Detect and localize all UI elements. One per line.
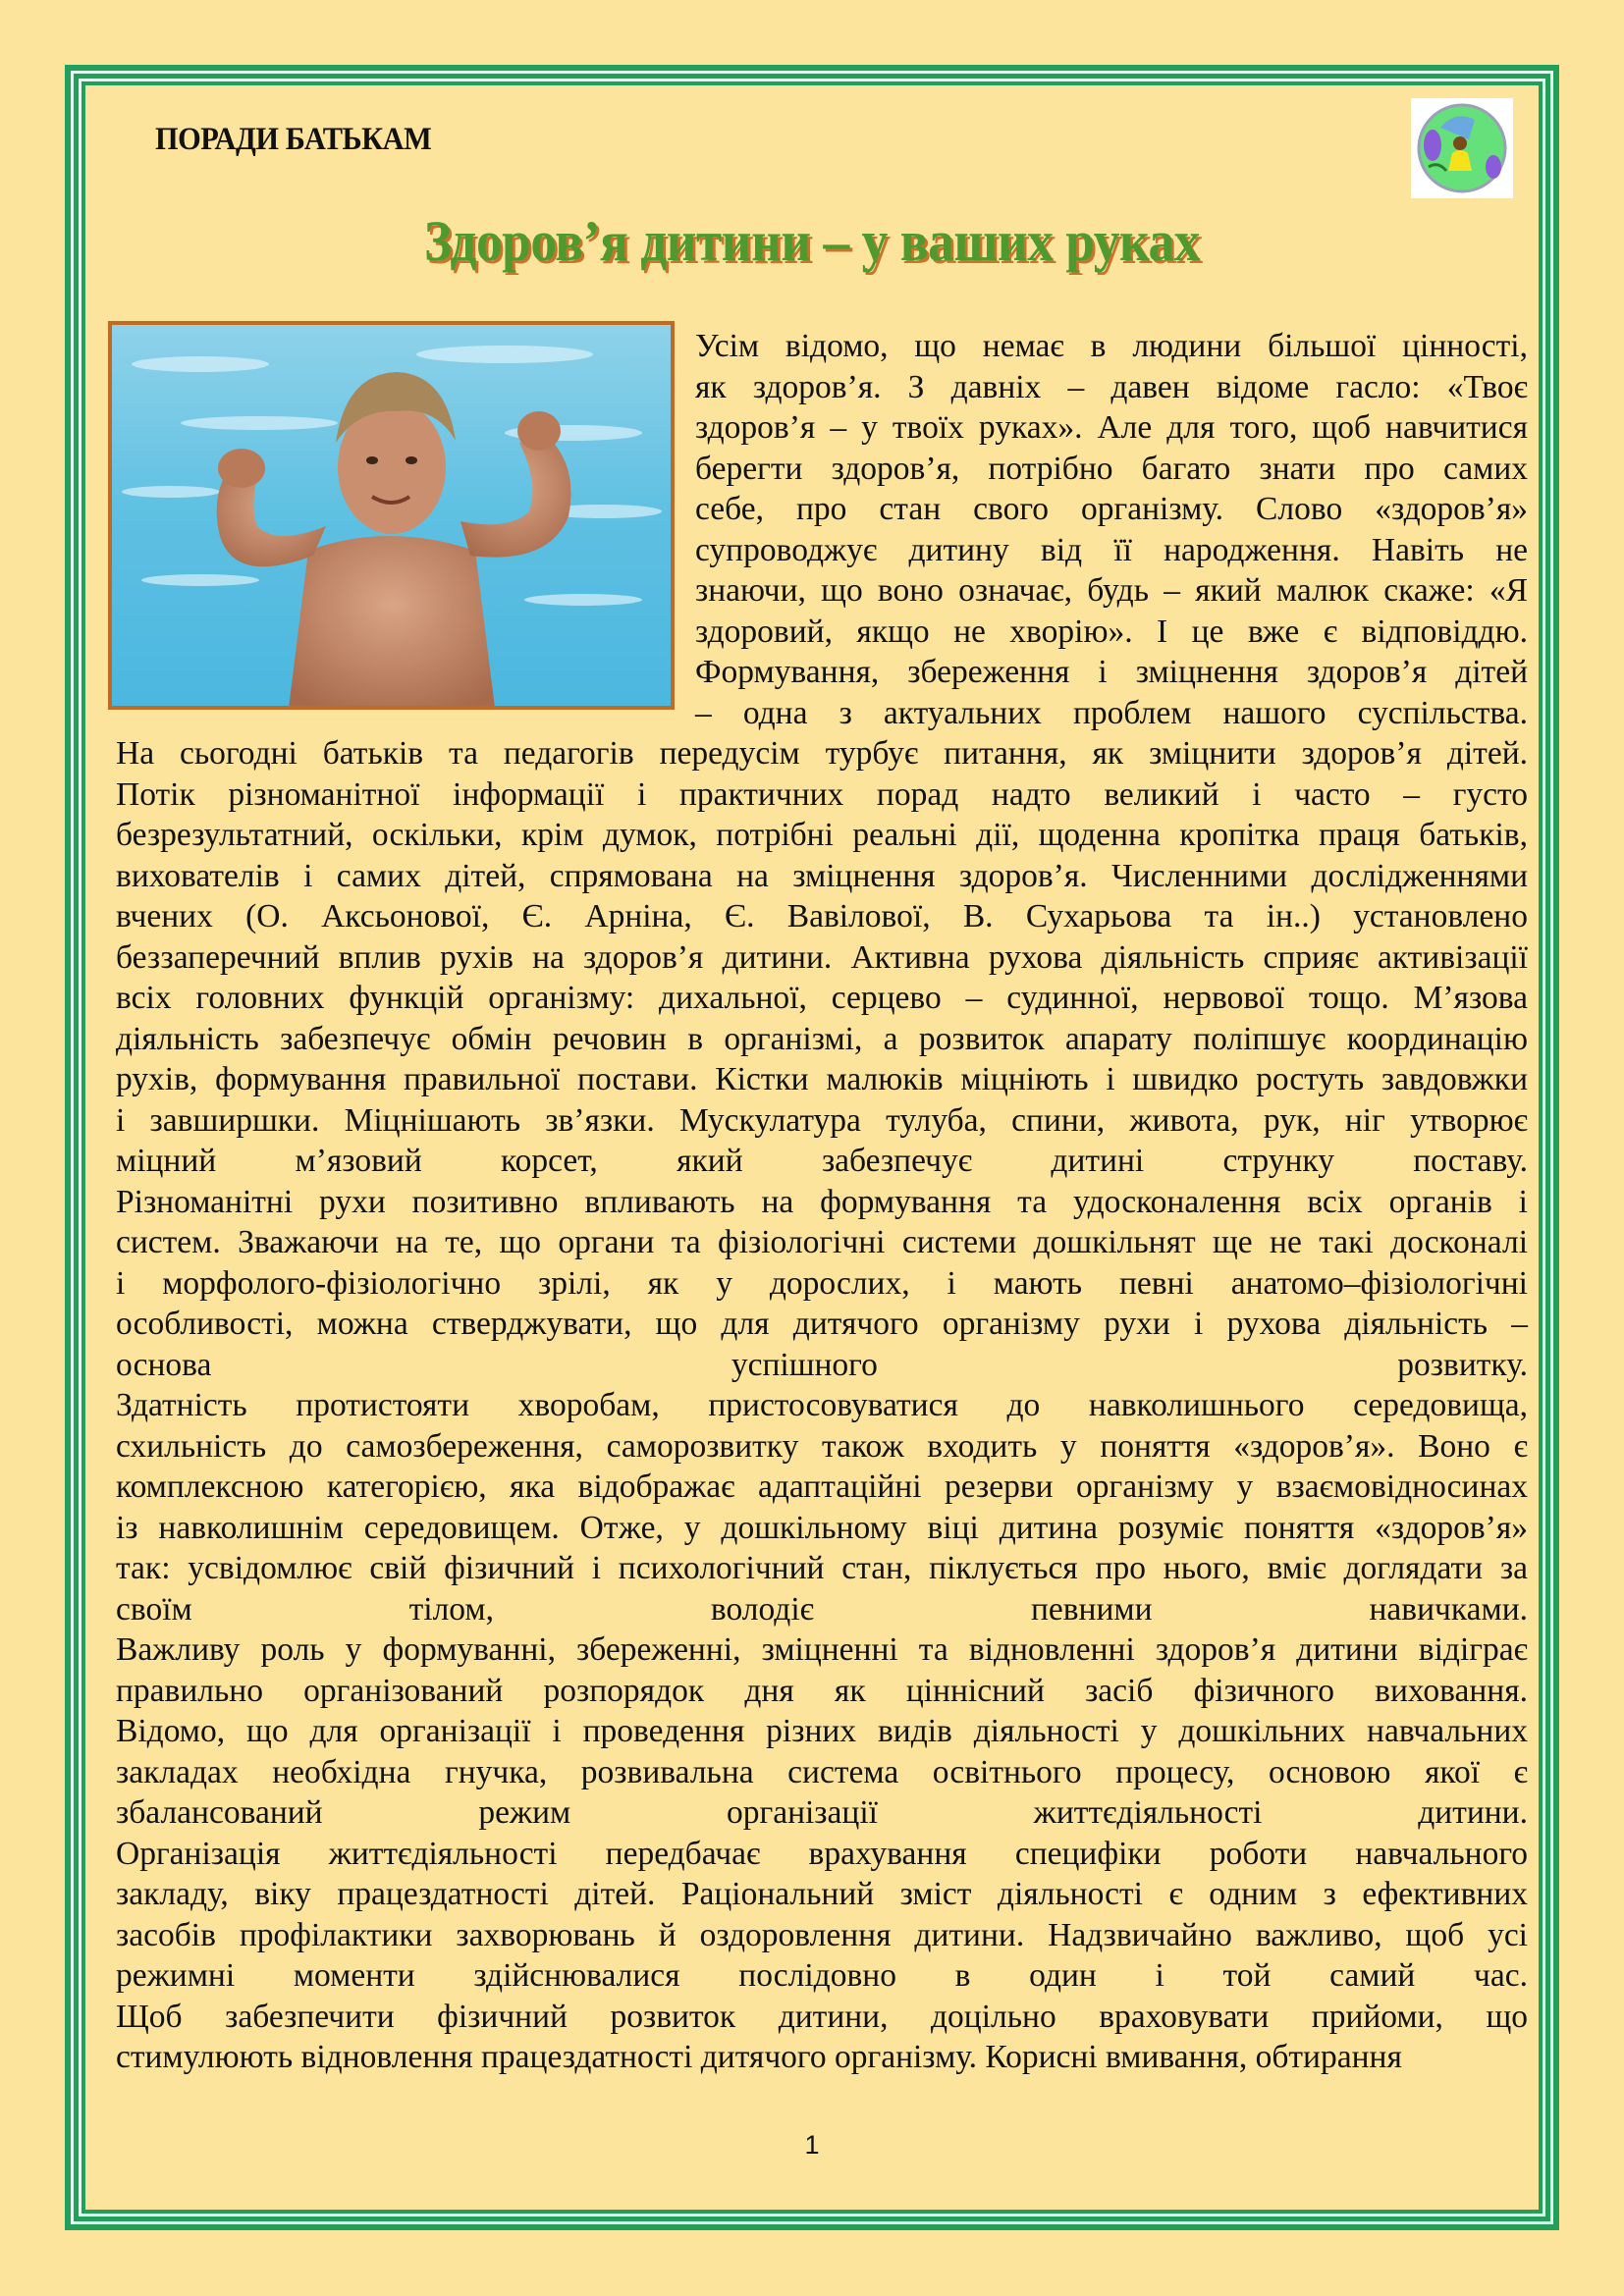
text-line: Різноманітні рухи позитивно впливають на формування та удосконалення всіх органів і <box>116 1183 1528 1220</box>
text-line: і завширшки. Міцнішають зв’язки. Мускулатура тулуба, спини, живота, рук, ніг утворює <box>116 1101 1528 1139</box>
text-line: здоров’я – у твоїх руках». Але для того, щоб навчитися <box>695 409 1528 446</box>
text-line: рухів, формування правильної постави. Кістки малюків міцніють і швидко ростуть завдовжки <box>116 1061 1528 1097</box>
text-line: всіх головних функцій організму: дихальної, серцево – судинної, нервової тощо. М’язова <box>116 980 1528 1016</box>
text-line: знаючи, що воно означає, будь – який малюк скаже: «Я <box>695 572 1528 609</box>
text-line: безрезультатний, оскільки, крім думок, потрібні реальні дії, щоденна кропітка праця батьків, <box>116 817 1528 853</box>
text-line: вчених (О. Аксьонової, Є. Арніна, Є. Вавілової, В. Сухарьова та ін..) установлено <box>116 898 1528 934</box>
text-line: міцний м’язовий корсет, який забезпечує дитині струнку поставу. <box>116 1143 1528 1179</box>
text-line: берегти здоров’я, потрібно багато знати про самих <box>695 450 1528 487</box>
text-line: Організація життєдіяльності передбачає врахування специфіки роботи навчального <box>116 1835 1528 1872</box>
text-line: основа успішного розвитку. <box>116 1346 1528 1383</box>
text-line: і морфолого-фізіологічно зрілі, як у дорослих, і мають певні анатомо–фізіологічні <box>116 1264 1528 1302</box>
text-line: закладах необхідна гнучка, розвивальна система освітнього процесу, основою якої є <box>116 1753 1528 1790</box>
kindergarten-logo-icon <box>1411 98 1513 198</box>
text-line: як здоров’я. З давніх – давен відоме гасло: «Твоє <box>695 368 1528 405</box>
section-label: ПОРАДИ БАТЬКАМ <box>155 122 432 157</box>
body-text <box>116 733 1528 2078</box>
text-line: Важливу роль у формуванні, збереженні, зміцненні та відновленні здоров’я дитини відіграє <box>116 1631 1528 1668</box>
text-line: На сьогодні батьків та педагогів передусім турбує питання, як зміцнити здоров’я дітей. <box>116 735 1528 772</box>
intro-paragraph-beside-photo <box>695 326 1528 733</box>
text-line: Усім відомо, що немає в людини більшої цінності, <box>695 328 1528 364</box>
page-title: Здоров’я дитини – у ваших руках <box>424 209 1200 273</box>
page-number: 1 <box>804 2130 820 2160</box>
text-line: супроводжує дитину від її народження. Навіть не <box>695 531 1528 568</box>
text-line: правильно організований розпорядок дня як ціннісний засіб фізичного виховання. <box>116 1672 1528 1709</box>
text-line: режимні моменти здійснювалися послідовно в один і той самий час. <box>116 1957 1528 1994</box>
text-line: Щоб забезпечити фізичний розвиток дитини, доцільно враховувати прийоми, що <box>116 1998 1528 2035</box>
text-line: засобів профілактики захворювань й оздоровлення дитини. Надзвичайно важливо, щоб усі <box>116 1916 1528 1953</box>
text-line: особливості, можна стверджувати, що для дитячого організму рухи і рухова діяльність – <box>116 1306 1528 1342</box>
text-line: збалансований режим організації життєдіяльності дитини. <box>116 1794 1528 1831</box>
text-line: діяльність забезпечує обмін речовин в організмі, а розвиток апарату поліпшує координацію <box>116 1020 1528 1057</box>
text-line: себе, про стан свого організму. Слово «здоров’я» <box>695 491 1528 527</box>
text-line: Потік різноманітної інформації і практичних порад надто великий і часто – густо <box>116 775 1528 813</box>
text-line: здоровий, якщо не хворію». І це вже є відповіддю. <box>695 613 1528 650</box>
text-line: своїм тілом, володіє певними навичками. <box>116 1590 1528 1628</box>
text-line: комплексною категорією, яка відображає адаптаційні резерви організму у взаємовідносинах <box>116 1468 1528 1505</box>
text-line: схильність до самозбереження, саморозвитку також входить у поняття «здоров’я». Воно є <box>116 1427 1528 1465</box>
text-line: Здатність протистояти хворобам, пристосовуватися до навколишнього середовища, <box>116 1387 1528 1423</box>
text-line: стимулюють відновлення працездатності дитячого організму. Корисні вмивання, обтирання <box>116 2039 1402 2075</box>
photo-boy-flexing <box>108 321 675 710</box>
text-line: закладу, віку працездатності дітей. Раціональний зміст діяльності є одним з ефективних <box>116 1876 1528 1912</box>
text-line: Відомо, що для організації і проведення різних видів діяльності у дошкільних навчальних <box>116 1713 1528 1749</box>
text-line: із навколишнім середовищем. Отже, у дошкільному віці дитина розуміє поняття «здоров’я» <box>116 1509 1528 1546</box>
text-line: беззаперечний вплив рухів на здоров’я дитини. Активна рухова діяльність сприяє активізації <box>116 938 1528 976</box>
text-line: Формування, збереження і зміцнення здоров’я дітей <box>695 654 1528 690</box>
text-line: вихователів і самих дітей, спрямована на зміцнення здоров’я. Численними дослідженнями <box>116 857 1528 894</box>
text-line: – одна з актуальних проблем нашого суспільства. <box>695 694 1528 731</box>
text-line: так: усвідомлює свій фізичний і психологічний стан, піклується про нього, вміє доглядати за <box>116 1550 1528 1586</box>
text-line: систем. Зважаючи на те, що органи та фізіологічні системи дошкільнят ще не такі досконалі <box>116 1224 1528 1260</box>
